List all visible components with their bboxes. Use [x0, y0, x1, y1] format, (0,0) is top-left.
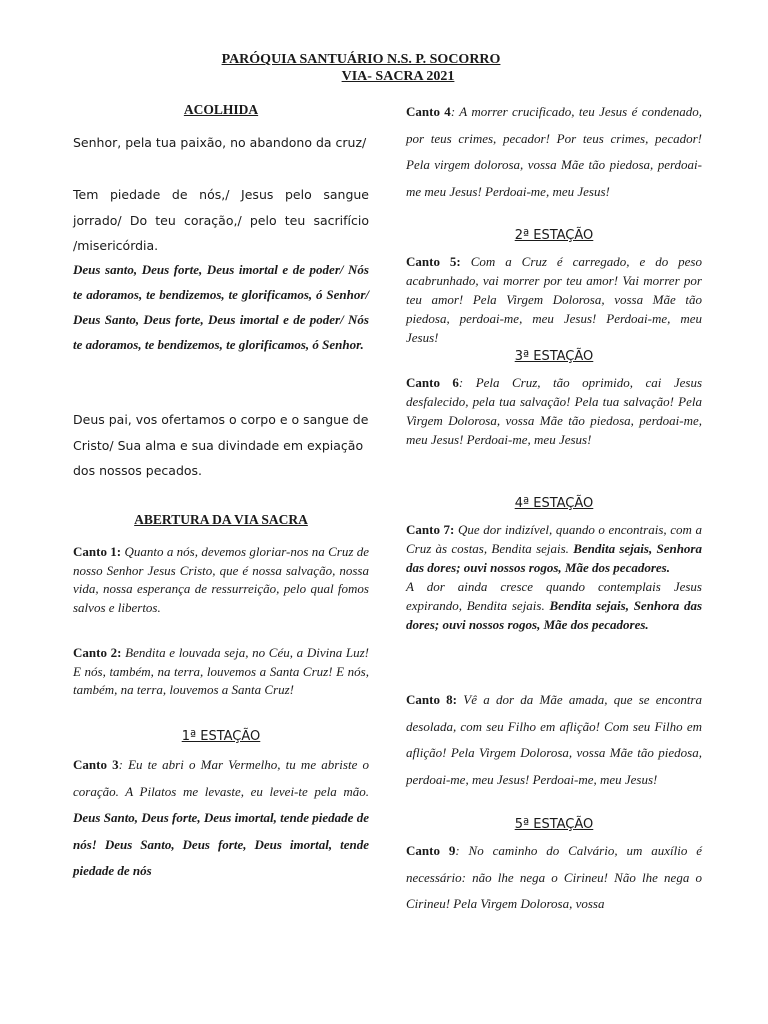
canto-2-text: Bendita e louvada seja, no Céu, a Divina Luz! E nós, também, na terra, louvemos a Santa Cruz! E nós, também, na terra, louvemos a Santa Cruz! [73, 645, 370, 697]
canto-1-text: Quanto a nós, devemos gloriar-nos na Cruz de nosso Senhor Jesus Cristo, que é nossa salvação, nossa vida, nossa esperança de ressurreição, pelo qual fomos salvos e libertos. [73, 544, 369, 615]
canto-6-text: : Pela Cruz, tão oprimido, cai Jesus desfalecido, pela tua salvação! Pela tua salvação! Pela Virgem Dolorosa, vossa Mãe tão piedosa, perdoai-me, meu Jesus! Perdoai-me, meu Jesus! [406, 375, 702, 447]
acolhida-paragraph-2: Tem piedade de nós,/ Jesus pelo sangue jorrado/ Do teu coração,/ pelo teu sacrifício /misericórdia. [73, 187, 369, 253]
canto-9-label: Canto 9 [406, 843, 456, 858]
canto-1-label: Canto 1: [73, 544, 122, 559]
canto-8-label: Canto 8: [406, 692, 458, 707]
canto-4 [406, 99, 702, 205]
canto-2-label: Canto 2: [73, 645, 122, 660]
via-sacra-title: VIA- SACRA 2021 [341, 69, 455, 84]
station-1: 1ª ESTAÇÃO [181, 729, 261, 744]
acolhida-paragraph-3: Deus santo, Deus forte, Deus imortal e de poder/ Nós te adoramos, te bendizemos, te glorificamos, ó Senhor/ Deus Santo, Deus forte, Deus imortal e de poder/ Nós te adoramos, te bendizemos, te glorificamos, ó Senhor. [73, 262, 369, 352]
canto-4-text: : A morrer crucificado, teu Jesus é condenado, por teus crimes, pecador! Por teus crimes, pecador! Pela virgem dolorosa, vossa Mãe tão piedosa, perdoai-me meu Jesus! Perdoai-me, meu Jesus! [406, 104, 702, 199]
canto-5 [406, 252, 702, 347]
parish-title: PARÓQUIA SANTUÁRIO N.S. P. SOCORRO [221, 52, 501, 67]
canto-3 [73, 752, 369, 885]
canto-7 [406, 520, 702, 634]
abertura-heading: ABERTURA DA VIA SACRA [134, 512, 308, 527]
canto-5-text: Com a Cruz é carregado, e do peso acabrunhado, vai morrer por teu amor! Vai morrer por teu amor! Pela Virgem Dolorosa, vossa Mãe tão piedosa, perdoai-me, meu Jesus! Perdoai-me, meu Jesus! [406, 254, 702, 345]
acolhida-paragraph-4: Deus pai, vos ofertamos o corpo e o sangue de Cristo/ Sua alma e sua divindade em expiação dos nossos pecados. [73, 412, 369, 478]
station-4: 4ª ESTAÇÃO [514, 496, 594, 511]
station-5: 5ª ESTAÇÃO [514, 817, 594, 832]
canto-9-text: : No caminho do Calvário, um auxílio é necessário: não lhe nega o Cirineu! Não lhe nega o Cirineu! Pela Virgem Dolorosa, vossa [406, 843, 702, 911]
canto-7-label: Canto 7: [406, 522, 455, 537]
station-2: 2ª ESTAÇÃO [514, 228, 594, 243]
canto-3-label: Canto 3 [73, 757, 119, 772]
canto-1 [73, 543, 369, 617]
canto-2 [73, 644, 369, 700]
canto-8-text: Vê a dor da Mãe amada, que se encontra desolada, com seu Filho em aflição! Com seu Filho em aflição! Pela Virgem Dolorosa, vossa Mãe tão piedosa, perdoai-me, meu Jesus! Perdoai-me, meu Jesus! [406, 692, 702, 787]
canto-3-refrain: Deus Santo, Deus forte, Deus imortal, tende piedade de nós! Deus Santo, Deus forte, Deus imortal, tende piedade de nós [73, 810, 369, 878]
canto-9 [406, 838, 702, 918]
canto-8 [406, 687, 702, 793]
canto-7-text-2: A dor ainda cresce quando contemplais Jesus expirando, Bendita sejais. [406, 579, 702, 613]
canto-7-refrain-2: Bendita sejais, Senhora das dores; ouvi nossos rogos, Mãe dos pecadores. [406, 598, 702, 632]
canto-6-label: Canto 6 [406, 375, 459, 390]
acolhida-heading: ACOLHIDA [183, 102, 259, 117]
station-3: 3ª ESTAÇÃO [514, 349, 594, 364]
canto-3-text: : Eu te abri o Mar Vermelho, tu me abriste o coração. A Pilatos me levaste, eu levei-te pela mão. [73, 757, 369, 799]
canto-7-text-1: Que dor indizível, quando o encontrais, com a Cruz às costas, Bendita sejais. [406, 522, 703, 556]
acolhida-paragraph-1: Senhor, pela tua paixão, no abandono da cruz/ [73, 135, 367, 150]
canto-7-refrain-1: Bendita sejais, Senhora das dores; ouvi nossos rogos, Mãe dos pecadores. [406, 541, 702, 575]
canto-4-label: Canto 4 [406, 104, 451, 119]
canto-6 [406, 373, 702, 449]
canto-5-label: Canto 5: [406, 254, 461, 269]
